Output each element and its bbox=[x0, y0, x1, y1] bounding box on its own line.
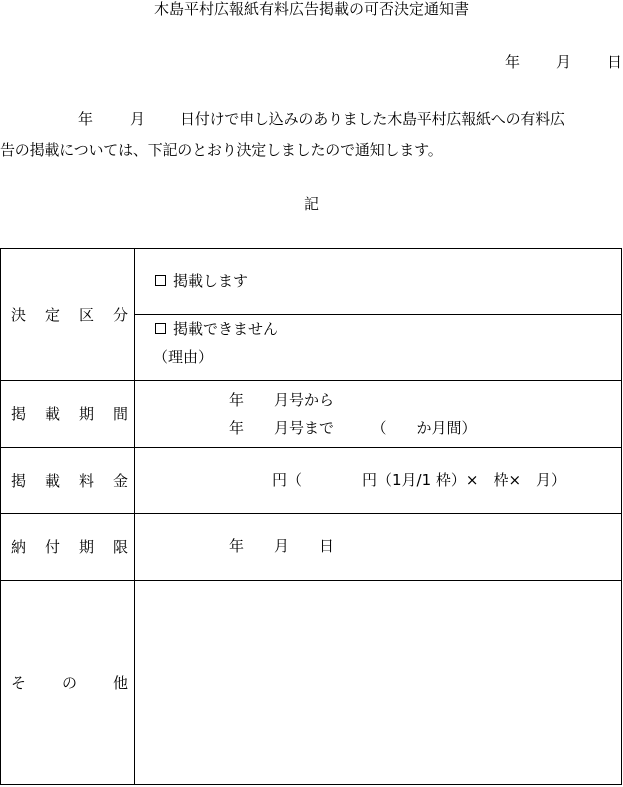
label-char: 区 bbox=[78, 306, 94, 324]
date-month-label: 月 bbox=[556, 53, 572, 71]
publish-option[interactable] bbox=[155, 274, 248, 289]
document-title: 木島平村広報紙有料広告掲載の可否決定通知書 bbox=[153, 0, 469, 18]
publish-option-label: 掲載します bbox=[173, 272, 249, 290]
date-day-label: 日 bbox=[607, 53, 623, 71]
label-char: 期 bbox=[78, 538, 94, 556]
other-label bbox=[1, 580, 134, 784]
body-text-line-2: 告の掲載については、下記のとおり決定しましたので通知します。 bbox=[0, 141, 443, 159]
decision-form-table bbox=[0, 248, 622, 785]
column-divider bbox=[134, 249, 135, 784]
deadline-value: 年 月 日 bbox=[229, 537, 335, 555]
label-char: 定 bbox=[44, 306, 60, 324]
label-char: 納 bbox=[11, 538, 27, 556]
label-char: 限 bbox=[112, 538, 128, 556]
period-from: 年 月号から bbox=[229, 391, 335, 409]
deadline-label bbox=[1, 513, 134, 580]
period-label bbox=[1, 380, 134, 447]
label-char: 掲 bbox=[11, 405, 27, 423]
label-char: 金 bbox=[112, 471, 128, 490]
reason-label: （理由） bbox=[153, 348, 214, 366]
label-char: 分 bbox=[112, 306, 128, 324]
publish-checkbox[interactable] bbox=[155, 275, 166, 286]
fee-value: 円（ 円（1月/1 枠）× 枠× 月） bbox=[272, 471, 567, 489]
decision-label bbox=[1, 249, 134, 380]
label-char: 載 bbox=[44, 471, 60, 490]
label-char: 載 bbox=[44, 405, 60, 423]
reject-option-label: 掲載できません bbox=[173, 320, 279, 338]
label-char: 掲 bbox=[11, 471, 27, 490]
date-year-label: 年 bbox=[505, 53, 521, 71]
label-char: そ bbox=[11, 673, 27, 692]
label-char: 料 bbox=[78, 471, 94, 490]
label-char: の bbox=[61, 673, 77, 692]
body-month-label: 月 bbox=[130, 110, 146, 128]
label-char: 間 bbox=[112, 405, 128, 423]
period-to: 年 月号まで （ か月間） bbox=[229, 419, 477, 437]
ki-heading: 記 bbox=[303, 195, 319, 213]
fee-label bbox=[1, 447, 134, 513]
label-char: 決 bbox=[11, 306, 27, 324]
reject-option[interactable] bbox=[155, 322, 278, 337]
label-char: 期 bbox=[78, 405, 94, 423]
body-year-label: 年 bbox=[78, 110, 94, 128]
row-divider-decision-inner bbox=[134, 314, 621, 315]
body-text-line-1: 日付けで申し込みのありました木島平村広報紙への有料広 bbox=[180, 110, 565, 128]
label-char: 付 bbox=[44, 538, 60, 556]
label-char: 他 bbox=[112, 673, 128, 692]
reject-checkbox[interactable] bbox=[155, 323, 166, 334]
